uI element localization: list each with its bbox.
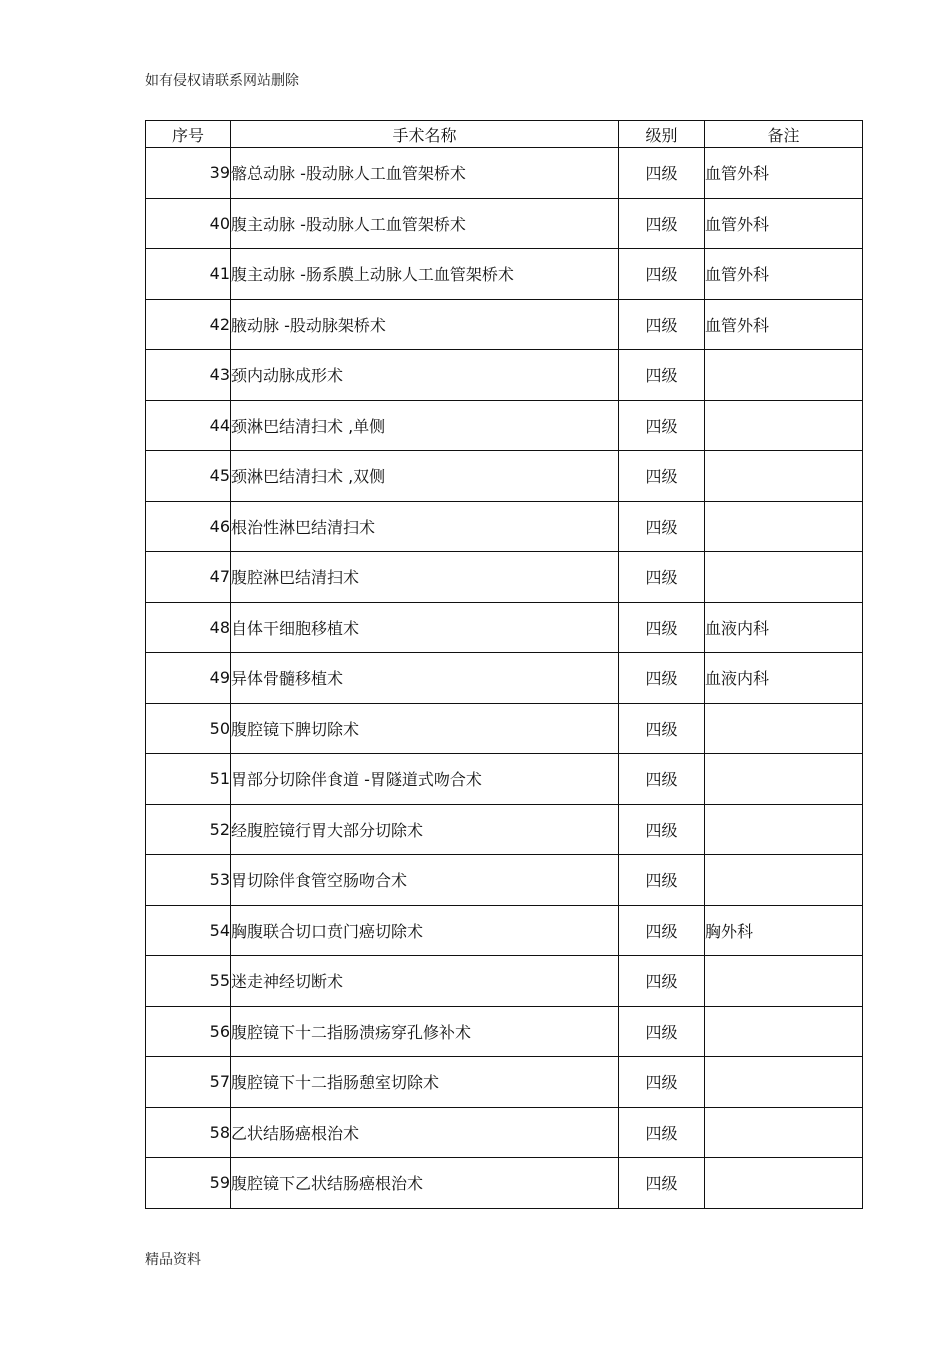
surgery-level: 四级: [619, 501, 705, 552]
surgery-level: 四级: [619, 148, 705, 199]
row-number: 58: [146, 1107, 231, 1158]
surgery-level: 四级: [619, 198, 705, 249]
surgery-note: 血液内科: [705, 653, 863, 704]
row-number: 43: [146, 350, 231, 401]
surgery-level: 四级: [619, 653, 705, 704]
surgery-level: 四级: [619, 552, 705, 603]
surgery-level: 四级: [619, 249, 705, 300]
surgery-note: [705, 804, 863, 855]
surgery-name: 迷走神经切断术: [231, 956, 619, 1007]
surgery-name: 异体骨髓移植术: [231, 653, 619, 704]
row-number: 48: [146, 602, 231, 653]
table-row: [146, 249, 863, 300]
row-number: 53: [146, 855, 231, 906]
row-number: 57: [146, 1057, 231, 1108]
table-row: [146, 804, 863, 855]
row-number: 54: [146, 905, 231, 956]
header-note: 备注: [705, 121, 863, 148]
surgery-note: 血管外科: [705, 148, 863, 199]
surgery-note: [705, 956, 863, 1007]
row-number: 41: [146, 249, 231, 300]
surgery-note: [705, 703, 863, 754]
table-row: [146, 754, 863, 805]
surgery-level: 四级: [619, 602, 705, 653]
table-header-row: [146, 121, 863, 148]
row-number: 59: [146, 1158, 231, 1209]
surgery-note: [705, 400, 863, 451]
surgery-note: 血管外科: [705, 299, 863, 350]
surgery-name: 腹腔镜下十二指肠溃疡穿孔修补术: [231, 1006, 619, 1057]
table-row: [146, 956, 863, 1007]
table-row: [146, 1006, 863, 1057]
surgery-name: 胃部分切除伴食道 -胃隧道式吻合术: [231, 754, 619, 805]
surgery-level: 四级: [619, 905, 705, 956]
surgery-level: 四级: [619, 804, 705, 855]
surgery-name: 腹腔淋巴结清扫术: [231, 552, 619, 603]
table-body: [146, 148, 863, 1209]
table-row: [146, 602, 863, 653]
surgery-note: 血液内科: [705, 602, 863, 653]
surgery-name: 胸腹联合切口贲门癌切除术: [231, 905, 619, 956]
surgery-name: 乙状结肠癌根治术: [231, 1107, 619, 1158]
table-row: [146, 703, 863, 754]
surgery-level: 四级: [619, 1158, 705, 1209]
surgery-note: 胸外科: [705, 905, 863, 956]
surgery-name: 髂总动脉 -股动脉人工血管架桥术: [231, 148, 619, 199]
surgery-level: 四级: [619, 956, 705, 1007]
surgery-note: [705, 754, 863, 805]
surgery-name: 经腹腔镜行胃大部分切除术: [231, 804, 619, 855]
table-row: [146, 350, 863, 401]
table-row: [146, 905, 863, 956]
surgery-name: 颈淋巴结清扫术 ,单侧: [231, 400, 619, 451]
table-row: [146, 1057, 863, 1108]
surgery-level: 四级: [619, 855, 705, 906]
table-row: [146, 552, 863, 603]
surgery-note: 血管外科: [705, 249, 863, 300]
footer-note: 精品资料: [145, 1252, 201, 1268]
table-row: [146, 501, 863, 552]
row-number: 55: [146, 956, 231, 1007]
row-number: 56: [146, 1006, 231, 1057]
surgery-note: [705, 350, 863, 401]
table-row: [146, 451, 863, 502]
surgery-name: 颈内动脉成形术: [231, 350, 619, 401]
surgery-level: 四级: [619, 754, 705, 805]
surgery-name: 腹主动脉 -股动脉人工血管架桥术: [231, 198, 619, 249]
row-number: 52: [146, 804, 231, 855]
table-row: [146, 400, 863, 451]
surgery-note: [705, 1158, 863, 1209]
table-row: [146, 299, 863, 350]
row-number: 50: [146, 703, 231, 754]
row-number: 51: [146, 754, 231, 805]
header-name: 手术名称: [231, 121, 619, 148]
table-row: [146, 148, 863, 199]
surgery-name: 腹主动脉 -肠系膜上动脉人工血管架桥术: [231, 249, 619, 300]
row-number: 49: [146, 653, 231, 704]
surgery-table: [145, 120, 863, 1209]
surgery-level: 四级: [619, 451, 705, 502]
header-level: 级别: [619, 121, 705, 148]
row-number: 39: [146, 148, 231, 199]
surgery-note: 血管外科: [705, 198, 863, 249]
table-row: [146, 198, 863, 249]
surgery-name: 腹腔镜下十二指肠憩室切除术: [231, 1057, 619, 1108]
surgery-note: [705, 552, 863, 603]
surgery-name: 腋动脉 -股动脉架桥术: [231, 299, 619, 350]
surgery-name: 腹腔镜下脾切除术: [231, 703, 619, 754]
row-number: 42: [146, 299, 231, 350]
surgery-level: 四级: [619, 350, 705, 401]
surgery-note: [705, 855, 863, 906]
table-row: [146, 1107, 863, 1158]
row-number: 40: [146, 198, 231, 249]
surgery-note: [705, 451, 863, 502]
header-note: 如有侵权请联系网站删除: [145, 73, 299, 89]
surgery-level: 四级: [619, 703, 705, 754]
surgery-level: 四级: [619, 400, 705, 451]
surgery-note: [705, 1107, 863, 1158]
surgery-name: 根治性淋巴结清扫术: [231, 501, 619, 552]
table-row: [146, 653, 863, 704]
surgery-level: 四级: [619, 299, 705, 350]
table-row: [146, 855, 863, 906]
surgery-name: 腹腔镜下乙状结肠癌根治术: [231, 1158, 619, 1209]
surgery-note: [705, 1006, 863, 1057]
row-number: 47: [146, 552, 231, 603]
row-number: 45: [146, 451, 231, 502]
header-no: 序号: [146, 121, 231, 148]
surgery-level: 四级: [619, 1107, 705, 1158]
surgery-note: [705, 501, 863, 552]
surgery-name: 颈淋巴结清扫术 ,双侧: [231, 451, 619, 502]
surgery-level: 四级: [619, 1057, 705, 1108]
surgery-name: 自体干细胞移植术: [231, 602, 619, 653]
surgery-name: 胃切除伴食管空肠吻合术: [231, 855, 619, 906]
surgery-note: [705, 1057, 863, 1108]
table-row: [146, 1158, 863, 1209]
row-number: 46: [146, 501, 231, 552]
surgery-level: 四级: [619, 1006, 705, 1057]
row-number: 44: [146, 400, 231, 451]
